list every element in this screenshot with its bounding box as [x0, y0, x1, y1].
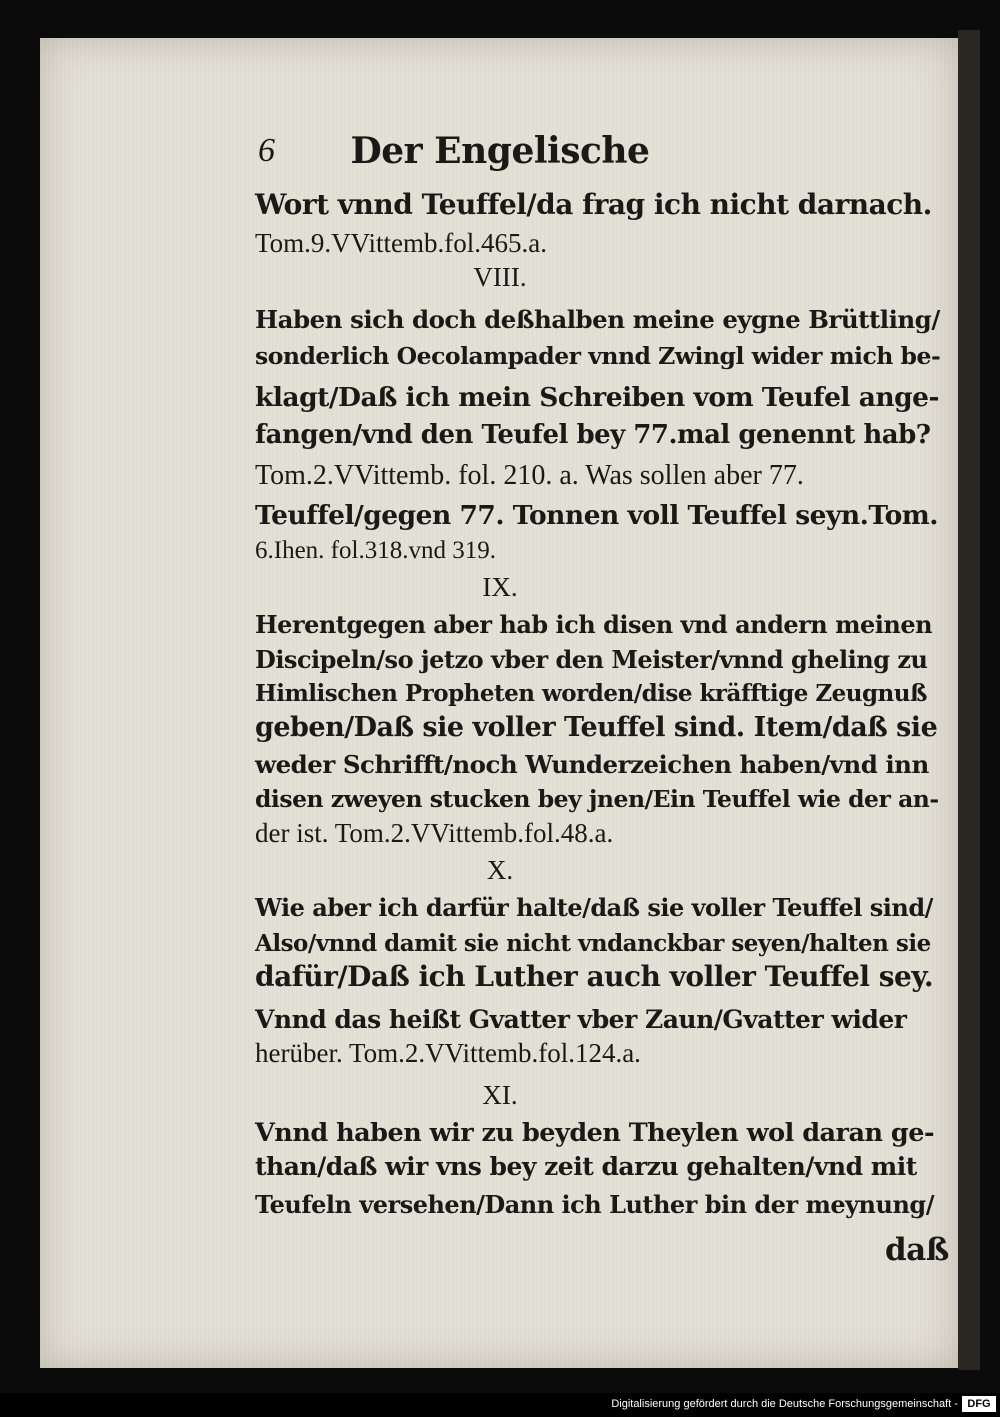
text-line: Teufeln versehen/Dann ich Luther bin der meynung/	[255, 1190, 934, 1219]
text-line: der ist. Tom.2.VVittemb.fol.48.a.	[255, 818, 614, 848]
text-line: Discipeln/so jetzo vber den Meister/vnnd gheling zu	[255, 645, 928, 674]
text-line: disen zweyen stucken bey jnen/Ein Teuffel wie der an-	[255, 785, 939, 813]
text-line: daß	[885, 1232, 949, 1268]
text-line: VIII.	[473, 262, 527, 292]
text-line: fangen/vnd den Teufel bey 77.mal genennt hab?	[255, 420, 931, 450]
text-line: Wort vnnd Teuffel/da frag ich nicht darnach.	[255, 188, 932, 221]
text-line: 6.Ihen. fol.318.vnd 319.	[255, 537, 496, 564]
text-line: Herentgegen aber hab ich disen vnd andern meinen	[255, 610, 933, 639]
text-line: than/daß wir vns bey zeit darzu gehalten/vnd mit	[255, 1152, 917, 1181]
text-line: Teuffel/gegen 77. Tonnen voll Teuffel seyn.Tom.	[255, 500, 939, 531]
text-line: Also/vnnd damit sie nicht vndanckbar seyen/halten sie	[255, 930, 931, 957]
text-line: Vnnd haben wir zu beyden Theylen wol daran ge-	[255, 1118, 935, 1148]
text-line: klagt/Daß ich mein Schreiben vom Teufel ange-	[255, 382, 940, 413]
running-head: Der Engelische	[350, 130, 650, 172]
page-number: 6	[258, 132, 275, 169]
text-line: Haben sich doch deßhalben meine eygne Brüttling/	[255, 305, 940, 334]
text-line: sonderlich Oecolampader vnnd Zwingl wider mich be-	[255, 342, 941, 370]
text-line: XI.	[482, 1080, 518, 1110]
text-line: Tom.9.VVittemb.fol.465.a.	[255, 228, 547, 258]
dfg-logo: DFG	[962, 1396, 996, 1412]
text-line: Himlischen Propheten worden/dise kräfftige Zeugnuß	[255, 680, 927, 707]
text-line: dafür/Daß ich Luther auch voller Teuffel sey.	[255, 960, 934, 993]
text-line: geben/Daß sie voller Teuffel sind. Item/daß sie	[255, 712, 938, 743]
text-line: IX.	[482, 572, 518, 602]
book-edge	[958, 30, 980, 1370]
text-line: herüber. Tom.2.VVittemb.fol.124.a.	[255, 1038, 641, 1068]
text-line: Wie aber ich darfür halte/daß sie voller Teuffel sind/	[255, 893, 933, 922]
footer-credit: Digitalisierung gefördert durch die Deutsche Forschungsgemeinschaft -	[611, 1398, 958, 1410]
footer-bar	[0, 1393, 1000, 1417]
text-line: weder Schrifft/noch Wunderzeichen haben/vnd inn	[255, 750, 929, 779]
text-line: X.	[486, 855, 514, 885]
text-line: Tom.2.VVittemb. fol. 210. a. Was sollen aber 77.	[255, 460, 804, 491]
text-line: Vnnd das heißt Gvatter vber Zaun/Gvatter wider	[255, 1005, 907, 1034]
